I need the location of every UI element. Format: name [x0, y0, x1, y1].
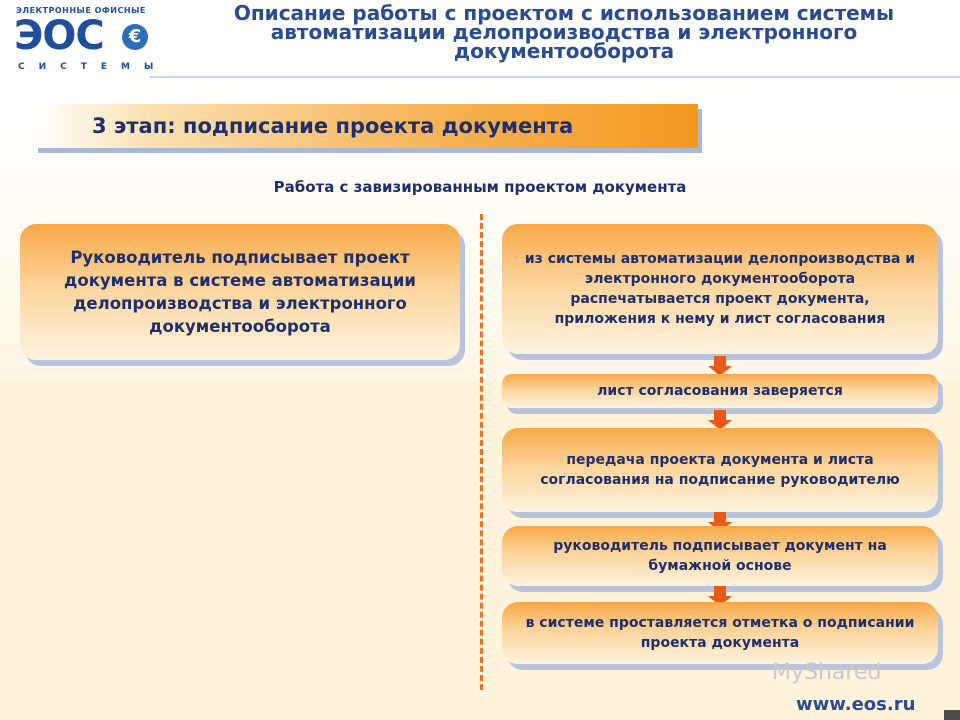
logo-main-text: ЭОС — [14, 13, 104, 59]
dashed-divider — [480, 214, 483, 690]
step-hand-over: передача проекта документа и листа согласования на подписание руководителю — [502, 428, 938, 512]
header — [0, 0, 960, 78]
manager-signs-box: Руководитель подписывает проект документа в системе автоматизации делопроизводства и электронного документооборота — [20, 224, 460, 360]
footer-marker — [944, 710, 960, 720]
logo-emblem-icon: € — [122, 24, 148, 50]
arrow-down-icon — [708, 356, 732, 376]
step-certify-sheet: лист согласования заверяется — [502, 374, 938, 408]
logo-sub-text: СИСТЕМЫ — [18, 62, 168, 72]
header-divider — [150, 76, 960, 78]
step-paper-sign: руководитель подписывает документ на бумажной основе — [502, 526, 938, 586]
eos-logo — [8, 6, 168, 74]
stage-title: 3 этап: подписание проекта документа — [92, 114, 574, 138]
section-subtitle: Работа с завизированным проектом документа — [273, 178, 687, 196]
watermark: MyShared — [772, 660, 882, 685]
stage-banner — [34, 104, 698, 148]
arrow-down-icon — [708, 410, 732, 430]
logo-top-text: ЭЛЕКТРОННЫЕ ОФИСНЫЕ — [16, 6, 146, 15]
step-print-documents: из системы автоматизации делопроизводства и электронного документооборота распечатывается проект документа, приложения к нему и лист согласования — [502, 224, 938, 354]
page-title: Описание работы с проектом с использованием системы автоматизации делопроизводства и электронного документооборота — [233, 1, 895, 63]
website-link[interactable]: www.eos.ru — [796, 694, 916, 715]
step-system-mark: в системе проставляется отметка о подписании проекта документа — [502, 602, 938, 664]
